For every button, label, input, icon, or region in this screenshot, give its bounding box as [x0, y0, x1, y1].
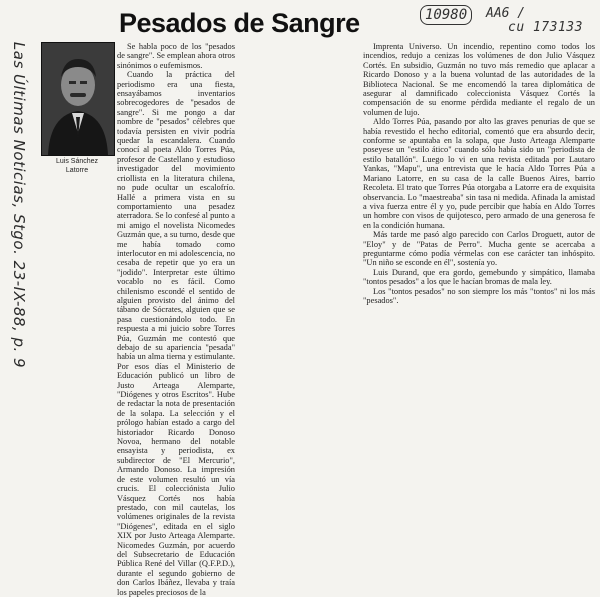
paragraph: Se habla poco de los "pesados de sangre". Se emplean ahora otros sinónimos o eufemismos. — [117, 42, 235, 70]
paragraph: Cuando la práctica del periodismo era una fiesta, ensayábamos inventarios sobrecogedores de "pesados de sangre". Si me pongo a dar nombre de "pesados" célebres que todavía persisten en vivir podría quedar la escandalera. Cuando conocí al poeta Aldo Torres Púa, profesor de Castellano y estudioso investigador del movimiento criollista en la literatura chilena, no pude ocultar un escalofrío. Hallé a primera vista en su comportamiento una pesadez aterradora. Se lo confesé al punto a mi amigo el novelista Nicomedes Guzmán que, a su turno, desde que me había tomado como interlocutor en mi adolescencia, no cesaba de repetir que yo era un "jodido". Interpretar este último vocablo no es fácil. Como chilenismo escondé el sentido de alguien provisto del ánimo del tábano de Sócrates, alguien que se pasa cuestionándolo todo. En respuesta a mi juicio sobre Torres Púa, Guzmán me contestó que debajo de su apariencia "pesada" había un alma tierna y estimulante. Por esos días el Ministerio de Educación publicó un libro de Justo Arteaga Alemparte, "Diógenes y otros Escritos". Hube de redactar la nota de presentación de la solapa. La selección y el prólogo habían estado a cargo del historiador Ricardo Donoso Novoa, hermano del notable ensayista y periodista, ex subdirector de "El Mercurio", Armando Donoso. La impresión de este volumen resultó un vía crucis. El colecciónista Julio Vásquez Cortés nos había prestado, con mil cautelas, los volúmenes originales de la revista "Diógenes", editada en el siglo XIX por Justo Arteaga Alemparte. Nicomedes Guzmán, por acuerdo del Subsecretario de Educación Pública René del Villar (Q.F.P.D.), durante el segundo gobierno de don Carlos Ibáñez, llevaba y traía los papeles preciosos de la — [117, 70, 235, 597]
paragraph: Luis Durand, que era gordo, gemebundo y simpático, llamaba "tontos pesados" a los que le hacían bromas de mala ley. — [363, 267, 595, 287]
caption-name: Luis Sánchez — [55, 158, 99, 165]
author-photo — [41, 42, 115, 156]
paragraph: Más tarde me pasó algo parecido con Carlos Droguett, autor de "Eloy" y de "Patas de Perro". Mucha gente se acercaba a preguntarme cómo podía vérmelas con ese carácter tan inhóspito. "Un niño se esconde en él", sostenía yo. — [363, 230, 595, 268]
article-column-left — [117, 42, 235, 597]
handwritten-code: AA6 / — [486, 6, 526, 21]
photo-caption — [41, 157, 113, 175]
handwritten-margin-note — [2, 10, 36, 400]
handwritten-box-number: 10980 — [420, 5, 472, 25]
paragraph: Imprenta Universo. Un incendio, repentino como todos los incendios, redujo a cenizas los volúmenes de don Julio Vásquez Cortés. En subsidio, Guzmán no tuvo más remedio que aplacar a Ricardo Donoso y a la buena voluntad de las autoridades de la Biblioteca Nacional. Se me encomendó la tarea diplomática de asegurar al damnificado coleccionista Vásquez Cortés la compensación de su enorme pérdida mediante el regalo de un volumen de lujo. — [363, 42, 595, 117]
paragraph: Aldo Torres Púa, pasando por alto las graves penurias de que se había revestido el hecho editorial, comentó que era absurdo decir, conforme se apuntaba en la solapa, que Justo Arteaga Alemparte poseyese un "estilo ático" cuando sólo había sido un "periodista de estilo batallón". Luego lo vi en una revista editada por Lautaro Yankas, "Mapu", una entrevista que le hacía Aldo Torres Púa a Mariano Latorre, en su casa de la calle Buenos Aires, barrio Recoleta. El trato que Torres Púa otorgaba a Latorre era de exquisita observancia. Lo "maestreaba" sin tasa ni medida. Afinada la amistad a viva fuerza entre él y yo, pude percibir que había en Aldo Torres un hombre con visos de quijotesco, pero armado de una generosa fe en la condición humana. — [363, 117, 595, 230]
paragraph: Los "tontos pesados" no son siempre los más "tontos" ni los más "pesados". — [363, 286, 595, 305]
caption-surname: Latorre — [65, 167, 89, 174]
margin-note-text: Las Últimas Noticias, Stgo. 23-IX-88, p. 9 — [10, 41, 28, 369]
handwritten-catalog-number: cu 173133 — [508, 20, 583, 35]
article-column-right — [363, 42, 595, 404]
article-title: Pesados de Sangre — [119, 8, 360, 38]
portrait-image — [42, 43, 114, 155]
